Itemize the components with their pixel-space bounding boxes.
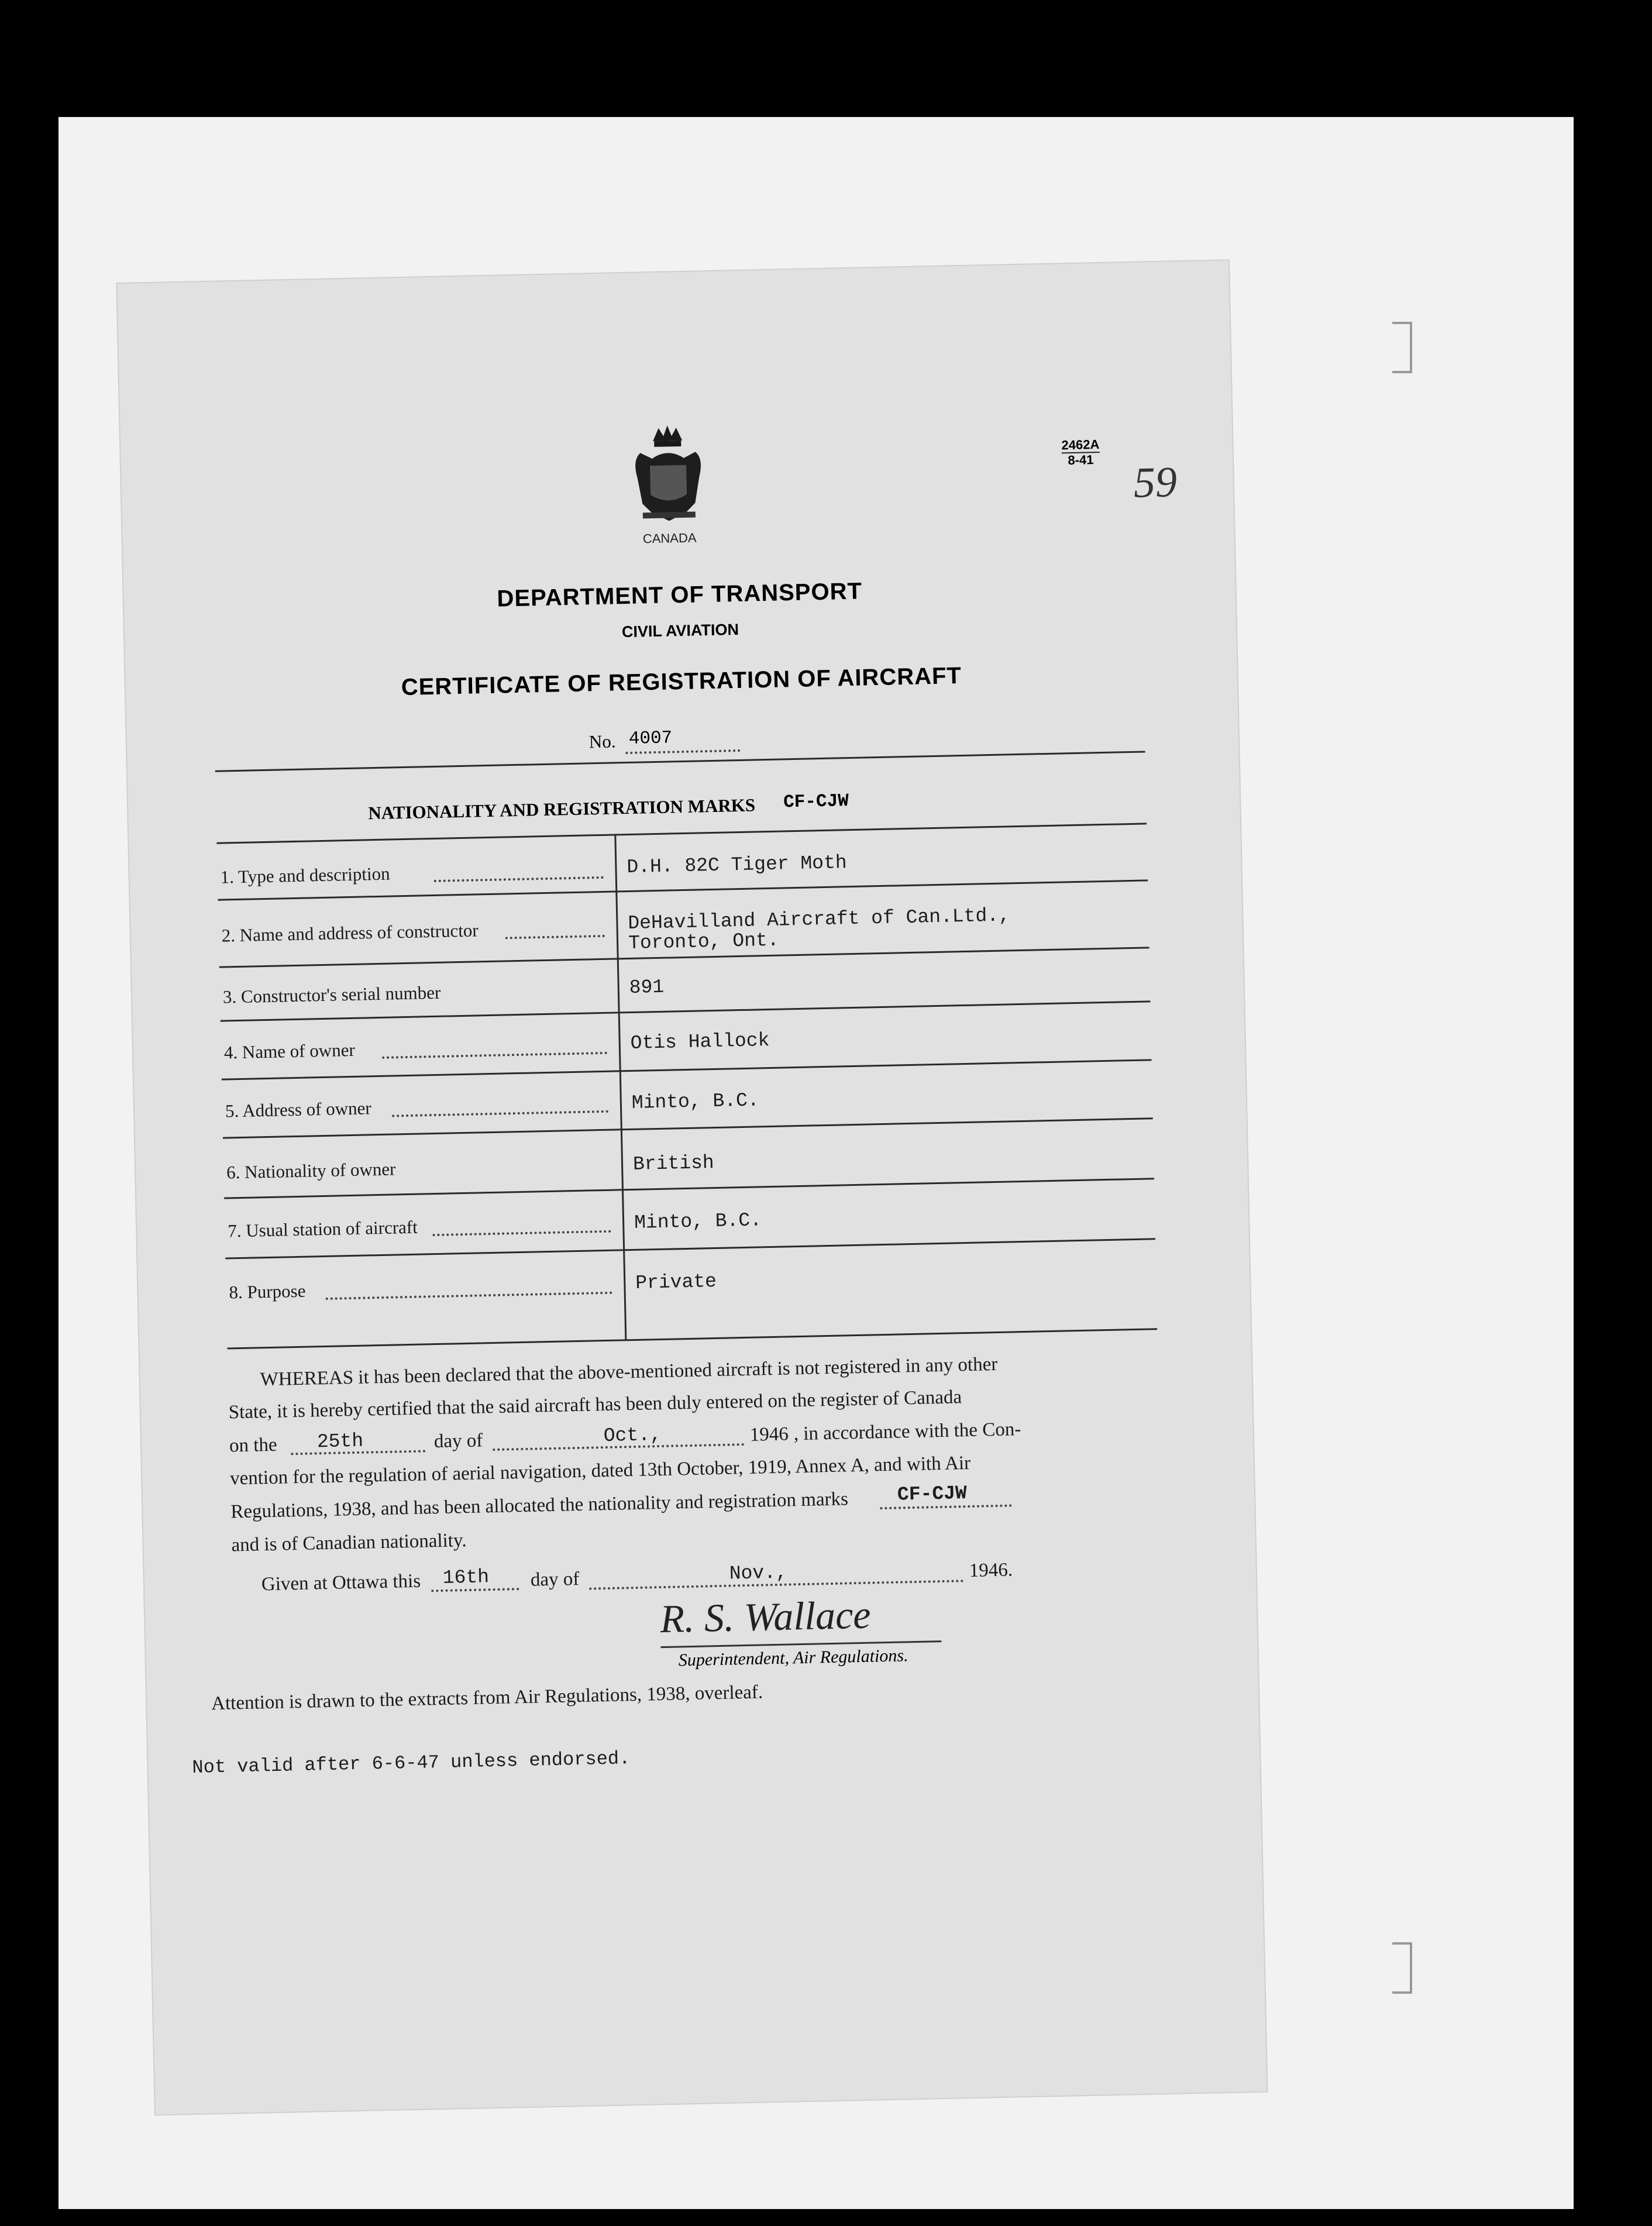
field-value-constructor: DeHavilland Aircraft of Can.Ltd., <box>628 904 1011 935</box>
field-label-owner: 4. Name of owner <box>223 1039 356 1063</box>
field-value-constructor-line2: Toronto, Ont. <box>628 929 779 955</box>
table-row-rule <box>225 1238 1155 1259</box>
marks-value: CF-CJW <box>783 791 849 813</box>
rule <box>215 751 1145 772</box>
dotted-leader <box>382 1052 607 1059</box>
form-number-date: 8-41 <box>1068 452 1094 468</box>
form-number <box>1061 438 1100 467</box>
whereas-day-of: day of <box>433 1430 483 1453</box>
whereas-line-1: WHEREAS it has been declared that the above-mentioned aircraft is not registered in any other <box>260 1353 998 1391</box>
field-value-type: D.H. 82C Tiger Moth <box>627 852 848 879</box>
certificate-number-label: No. <box>588 731 616 752</box>
field-label-purpose: 8. Purpose <box>229 1280 306 1303</box>
given-prefix: Given at Ottawa this <box>261 1570 421 1595</box>
field-value-purpose: Private <box>635 1270 717 1294</box>
certificate-number-value: 4007 <box>628 728 673 749</box>
field-label-constructor: 2. Name and address of constructor <box>221 920 479 946</box>
dotted-leader <box>434 876 604 882</box>
dotted-leader <box>392 1110 608 1117</box>
table-row-rule <box>223 1117 1153 1138</box>
given-day-of: day of <box>530 1568 580 1591</box>
table-row-rule <box>222 1059 1152 1080</box>
table-row-rule <box>227 1328 1157 1349</box>
attention-note: Attention is drawn to the extracts from Air Regulations, 1938, overleaf. <box>211 1681 763 1715</box>
form-number-code: 2462A <box>1061 436 1100 453</box>
dotted-leader <box>326 1292 612 1300</box>
field-value-nationality: British <box>632 1152 715 1175</box>
validity-note: Not valid after 6-6-47 unless endorsed. <box>192 1747 631 1778</box>
whereas-on-the: on the <box>229 1434 277 1457</box>
margin-note: 59 <box>1133 458 1178 507</box>
whereas-line-3-tail: , in accordance with the Con- <box>793 1419 1021 1445</box>
department-heading: DEPARTMENT OF TRANSPORT <box>497 578 863 612</box>
whereas-line-5: Regulations, 1938, and has been allocated the nationality and registration marks <box>230 1488 849 1523</box>
whereas-line-4: vention for the regulation of aerial navigation, dated 13th October, 1919, Annex A, and with Air <box>229 1452 971 1489</box>
branch-heading: CIVIL AVIATION <box>621 620 739 641</box>
certificate-sheet <box>117 260 1266 2114</box>
table-divider <box>614 834 627 1340</box>
given-month: Nov., <box>729 1561 788 1585</box>
field-label-nationality: 6. Nationality of owner <box>226 1158 396 1183</box>
certificate-title: CERTIFICATE OF REGISTRATION OF AIRCRAFT <box>401 662 962 701</box>
canada-coat-of-arms-icon <box>629 424 708 528</box>
number-dotted-line <box>625 749 740 754</box>
dotted-leader <box>432 1230 611 1236</box>
field-label-type: 1. Type and description <box>220 863 390 887</box>
field-value-owner-address: Minto, B.C. <box>631 1089 760 1114</box>
registration-month: Oct., <box>603 1424 662 1447</box>
dotted-leader <box>505 935 605 940</box>
registration-year: 1946 <box>749 1423 789 1446</box>
given-day: 16th <box>442 1566 490 1589</box>
whereas-line-2: State, it is hereby certified that the said aircraft has been duly entered on the register of Canada <box>228 1386 962 1423</box>
registration-day: 25th <box>316 1430 364 1453</box>
given-year: 1946. <box>969 1559 1013 1582</box>
signature: R. S. Wallace <box>659 1592 872 1642</box>
table-row-rule <box>224 1178 1154 1199</box>
rule <box>216 823 1147 844</box>
whereas-line-6: and is of Canadian nationality. <box>231 1530 467 1556</box>
field-label-serial: 3. Constructor's serial number <box>222 982 441 1007</box>
field-label-station: 7. Usual station of aircraft <box>227 1216 418 1241</box>
field-value-owner: Otis Hallock <box>630 1030 770 1054</box>
crest-caption: CANADA <box>642 530 697 546</box>
field-label-owner-address: 5. Address of owner <box>225 1097 372 1121</box>
signatory-title: Superintendent, Air Regulations. <box>678 1646 908 1670</box>
field-value-serial: 891 <box>629 976 665 999</box>
whereas-marks: CF-CJW <box>897 1482 968 1506</box>
marks-label: NATIONALITY AND REGISTRATION MARKS <box>368 794 756 824</box>
field-value-station: Minto, B.C. <box>634 1209 762 1234</box>
